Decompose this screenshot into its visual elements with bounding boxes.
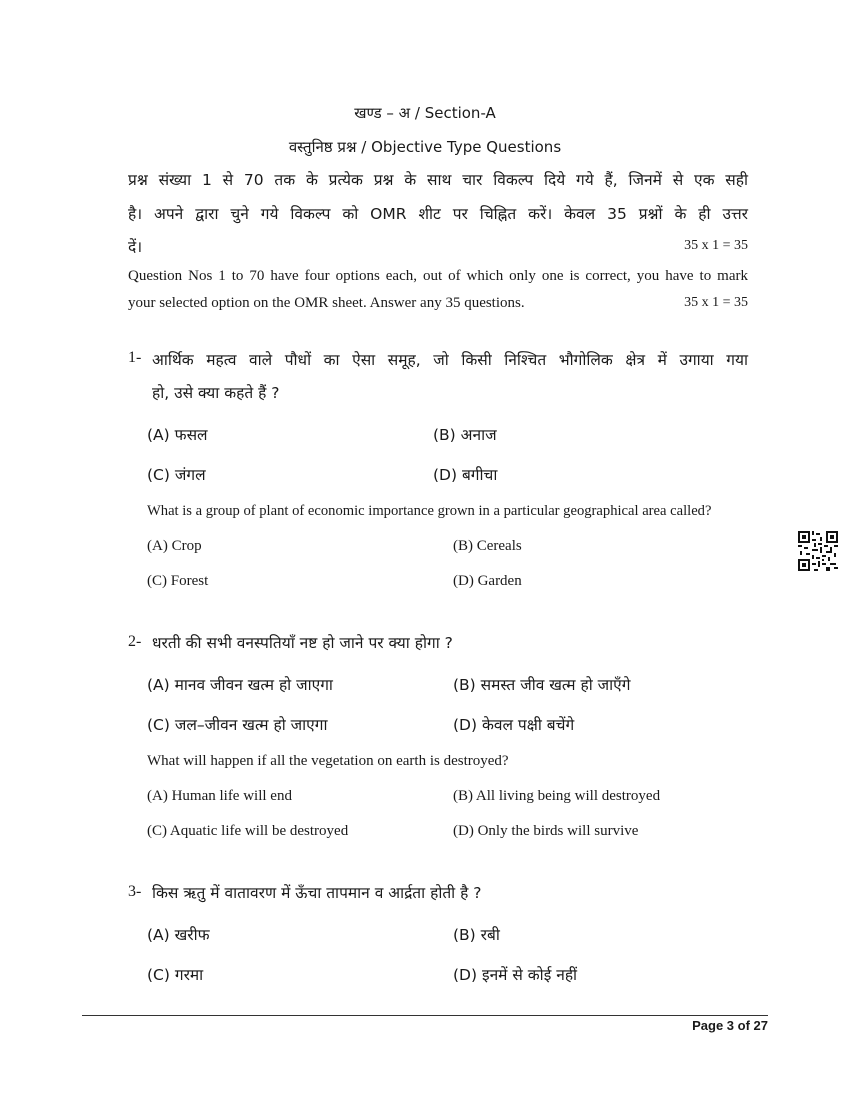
question-1-hindi-option-a: (A) फसल (147, 426, 208, 444)
question-number: 2- (128, 633, 142, 650)
question-1-hindi-option-b: (B) अनाज (433, 426, 497, 444)
instructions-hindi-line-3: दें। (128, 238, 143, 256)
page-number: Page 3 of 27 (692, 1018, 768, 1033)
question-3-hindi-option-d: (D) इनमें से कोई नहीं (453, 966, 578, 984)
instructions-english-line-2: your selected option on the OMR sheet. Answer any 35 questions. (128, 295, 525, 311)
section-title: खण्ड – अ / Section-A (354, 104, 496, 122)
instructions-english-line-1: Question Nos 1 to 70 have four options each, out of which only one is correct, you have to mark (128, 268, 748, 284)
question-3-hindi-option-a: (A) खरीफ (147, 926, 210, 944)
question-1-english-option-c: (C) Forest (147, 573, 209, 589)
question-2-hindi-option-d: (D) केवल पक्षी बचेंगे (453, 716, 575, 734)
question-2-hindi: धरती की सभी वनस्पतियाँ नष्ट हो जाने पर क्या होगा ? (152, 634, 453, 652)
question-1-english-option-b: (B) Cereals (453, 538, 522, 554)
marks-hindi: 35 x 1 = 35 (684, 238, 748, 253)
footer-divider (82, 1015, 768, 1016)
question-1-english-option-a: (A) Crop (147, 538, 202, 554)
instructions-hindi-line-1: प्रश्न संख्या 1 से 70 तक के प्रत्येक प्रश्न के साथ चार विकल्प दिये गये हैं, जिनमें से एक सही (128, 171, 748, 189)
question-2-hindi-option-c: (C) जल–जीवन खत्म हो जाएगा (147, 716, 328, 734)
question-1-hindi-line-2: हो, उसे क्या कहते हैं ? (152, 384, 280, 402)
question-2-english: What will happen if all the vegetation on earth is destroyed? (147, 753, 509, 769)
question-3-hindi-option-b: (B) रबी (453, 926, 500, 944)
question-2-english-option-a: (A) Human life will end (147, 788, 292, 804)
question-1-english: What is a group of plant of economic importance grown in a particular geographical area called? (147, 503, 712, 519)
question-1-hindi-line-1: आर्थिक महत्व वाले पौधों का ऐसा समूह, जो किसी निश्चित भौगोलिक क्षेत्र में उगाया गया (152, 351, 748, 369)
question-3-hindi-option-c: (C) गरमा (147, 966, 204, 984)
question-2-english-option-b: (B) All living being will destroyed (453, 788, 661, 804)
question-1-hindi-option-d: (D) बगीचा (433, 466, 498, 484)
instructions-hindi-line-2: है। अपने द्वारा चुने गये विकल्प को OMR शीट पर चिह्नित करें। केवल 35 प्रश्नों के ही उत्तर (128, 205, 748, 223)
question-number: 3- (128, 883, 142, 900)
question-number: 1- (128, 349, 142, 366)
question-3-hindi: किस ऋतु में वातावरण में ऊँचा तापमान व आर्द्रता होती है ? (152, 884, 482, 902)
qr-code (798, 531, 838, 571)
section-subtitle: वस्तुनिष्ठ प्रश्न / Objective Type Questions (288, 138, 562, 156)
marks-english: 35 x 1 = 35 (684, 295, 748, 310)
question-1-english-option-d: (D) Garden (453, 573, 522, 589)
question-2-hindi-option-b: (B) समस्त जीव खत्म हो जाएँगे (453, 676, 631, 694)
question-1-hindi-option-c: (C) जंगल (147, 466, 206, 484)
question-2-english-option-c: (C) Aquatic life will be destroyed (147, 823, 349, 839)
question-2-hindi-option-a: (A) मानव जीवन खत्म हो जाएगा (147, 676, 333, 694)
question-2-english-option-d: (D) Only the birds will survive (453, 823, 639, 839)
